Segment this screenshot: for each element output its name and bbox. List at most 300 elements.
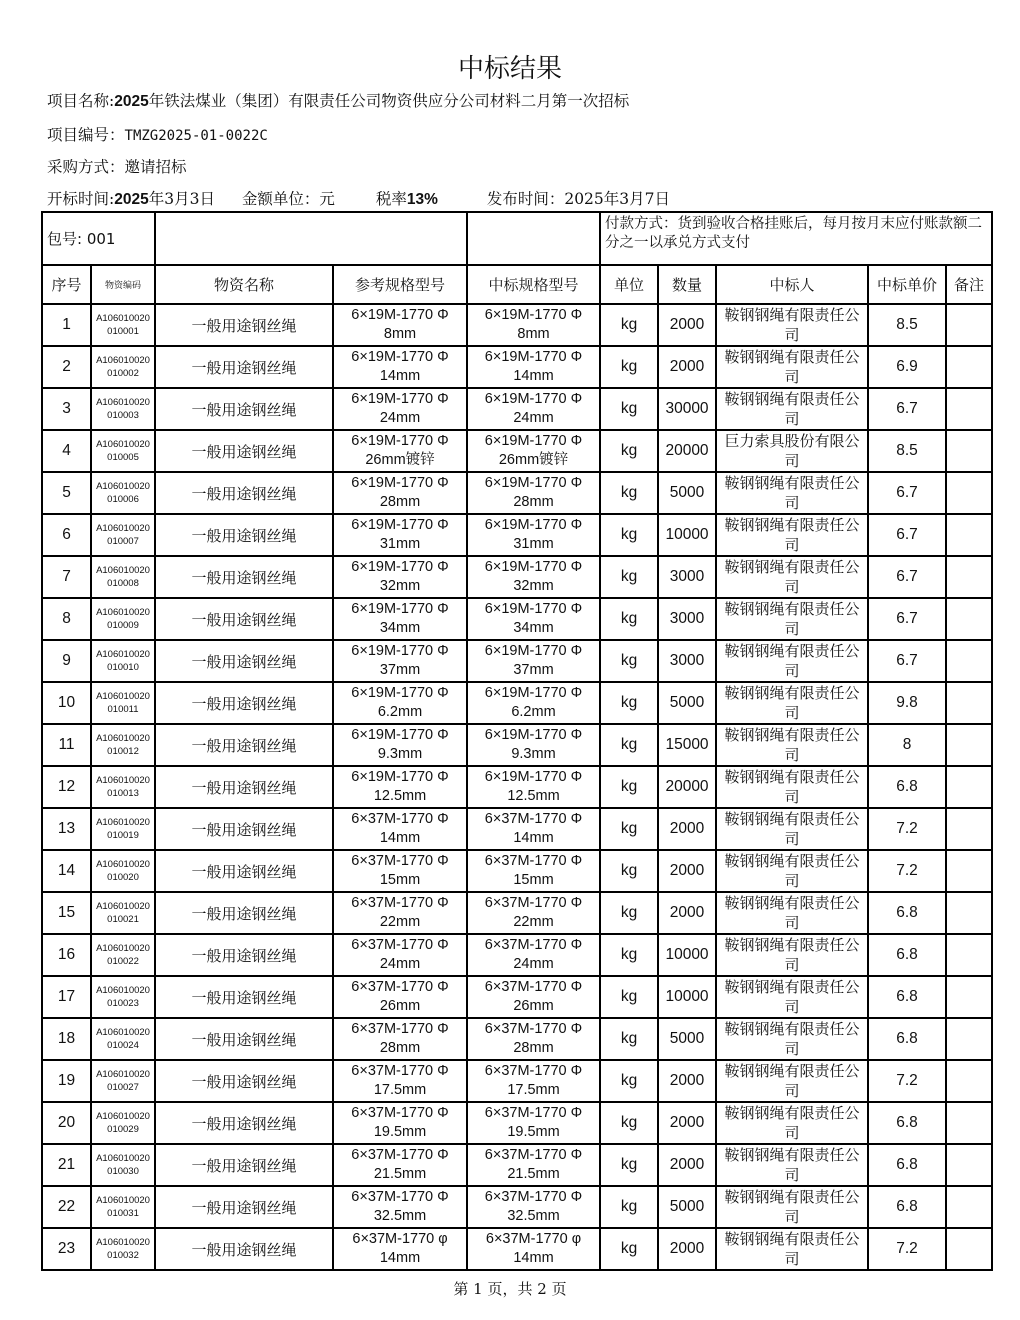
cell-unit: kg: [600, 682, 658, 724]
cell-ref-spec-line: 17.5mm: [373, 1082, 427, 1098]
table-row: [42, 1102, 992, 1144]
cell-winner: 鞍钢钢绳有限责任公司: [716, 808, 868, 850]
cell-ref-spec-line: 32mm: [379, 578, 421, 594]
cell-price: 7.2: [868, 808, 946, 850]
cell-winner: 鞍钢钢绳有限责任公司: [716, 892, 868, 934]
cell-unit: kg: [600, 304, 658, 346]
cell-code-line: 010024: [107, 1040, 139, 1051]
cell-ref-spec: [333, 682, 467, 724]
cell-ref-spec-line: 6×37M-1770 φ: [352, 1231, 448, 1247]
cell-code-line: A106010020: [96, 1153, 150, 1164]
cell-code-line: 010011: [107, 704, 139, 715]
table-row: [42, 388, 992, 430]
cell-code-line: 010032: [107, 1250, 139, 1261]
cell-name: 一般用途钢丝绳: [155, 472, 333, 514]
cell-winner: 鞍钢钢绳有限责任公司: [716, 682, 868, 724]
cell-win-spec-line: 24mm: [513, 410, 554, 426]
cell-unit: kg: [600, 514, 658, 556]
cell-code: [91, 430, 155, 472]
cell-ref-spec: [333, 724, 467, 766]
cell-unit: kg: [600, 598, 658, 640]
cell-unit: kg: [600, 1060, 658, 1102]
cell-seq: 4: [42, 430, 91, 472]
table-row: [42, 346, 992, 388]
cell-unit: kg: [600, 346, 658, 388]
table-row: [42, 514, 992, 556]
table-row: [42, 976, 992, 1018]
cell-code-line: 010027: [107, 1082, 139, 1093]
cell-seq: 22: [42, 1186, 91, 1228]
cell-seq: 9: [42, 640, 91, 682]
table-row: [42, 556, 992, 598]
cell-winner: 鞍钢钢绳有限责任公司: [716, 598, 868, 640]
cell-qty: 3000: [658, 598, 716, 640]
cell-seq: 14: [42, 850, 91, 892]
cell-code: [91, 472, 155, 514]
cell-win-spec-line: 6×19M-1770 Φ: [484, 307, 583, 323]
cell-win-spec-line: 6×37M-1770 φ: [485, 1231, 582, 1247]
cell-code: [91, 514, 155, 556]
cell-code: [91, 1018, 155, 1060]
cell-winner: 鞍钢钢绳有限责任公司: [716, 1228, 868, 1270]
cell-win-spec-line: 6.2mm: [511, 704, 556, 720]
cell-remark: [946, 556, 992, 598]
cell-code: [91, 1102, 155, 1144]
cell-seq: 1: [42, 304, 91, 346]
cell-name: 一般用途钢丝绳: [155, 808, 333, 850]
cell-code-line: 010012: [107, 746, 139, 757]
cell-code-line: A106010020: [96, 943, 150, 954]
cell-seq: 17: [42, 976, 91, 1018]
cell-code-line: A106010020: [96, 1237, 150, 1248]
cell-winner: 鞍钢钢绳有限责任公司: [716, 514, 868, 556]
cell-remark: [946, 346, 992, 388]
cell-seq: 12: [42, 766, 91, 808]
cell-remark: [946, 724, 992, 766]
package-number: 包号: 001: [42, 212, 155, 265]
cell-winner: 鞍钢钢绳有限责任公司: [716, 1102, 868, 1144]
cell-price: 8.5: [868, 430, 946, 472]
cell-ref-spec-line: 15mm: [379, 872, 421, 888]
cell-winner: 鞍钢钢绳有限责任公司: [716, 1018, 868, 1060]
cell-ref-spec: [333, 1102, 467, 1144]
cell-remark: [946, 1228, 992, 1270]
header-name: 物资名称: [155, 265, 333, 304]
table-row: [42, 1228, 992, 1270]
cell-name: 一般用途钢丝绳: [155, 430, 333, 472]
cell-code-line: A106010020: [96, 523, 150, 534]
cell-code-line: A106010020: [96, 775, 150, 786]
cell-unit: kg: [600, 1144, 658, 1186]
cell-win-spec: [467, 1228, 600, 1270]
cell-remark: [946, 934, 992, 976]
cell-name: 一般用途钢丝绳: [155, 598, 333, 640]
cell-code-line: A106010020: [96, 1195, 150, 1206]
cell-code-line: A106010020: [96, 649, 150, 660]
cell-code-line: 010029: [107, 1124, 139, 1135]
cell-winner: 鞍钢钢绳有限责任公司: [716, 556, 868, 598]
cell-code: [91, 682, 155, 724]
cell-qty: 2000: [658, 304, 716, 346]
cell-win-spec-line: 6×37M-1770 Φ: [484, 979, 583, 995]
table-row: [42, 808, 992, 850]
cell-price: 8: [868, 724, 946, 766]
cell-code-line: A106010020: [96, 1111, 150, 1122]
cell-win-spec: [467, 514, 600, 556]
cell-ref-spec-line: 28mm: [379, 494, 421, 510]
cell-seq: 8: [42, 598, 91, 640]
cell-ref-spec-line: 19.5mm: [373, 1124, 427, 1140]
cell-win-spec: [467, 808, 600, 850]
cell-win-spec: [467, 304, 600, 346]
cell-qty: 2000: [658, 850, 716, 892]
cell-win-spec: [467, 556, 600, 598]
project-name-line: [47, 89, 629, 111]
cell-win-spec-line: 22mm: [513, 914, 554, 930]
cell-code-line: A106010020: [96, 565, 150, 576]
cell-name: 一般用途钢丝绳: [155, 346, 333, 388]
cell-name: 一般用途钢丝绳: [155, 640, 333, 682]
cell-name: 一般用途钢丝绳: [155, 682, 333, 724]
cell-win-spec-line: 6×37M-1770 Φ: [484, 1189, 583, 1205]
cell-remark: [946, 1018, 992, 1060]
cell-ref-spec-line: 6×19M-1770 Φ: [351, 391, 449, 407]
cell-code: [91, 346, 155, 388]
cell-ref-spec-line: 6×37M-1770 Φ: [351, 979, 449, 995]
cell-remark: [946, 640, 992, 682]
cell-qty: 20000: [658, 430, 716, 472]
cell-code: [91, 976, 155, 1018]
cell-ref-spec: [333, 892, 467, 934]
cell-seq: 20: [42, 1102, 91, 1144]
table-row: [42, 682, 992, 724]
cell-remark: [946, 682, 992, 724]
cell-qty: 5000: [658, 1186, 716, 1228]
cell-code-line: 010019: [107, 830, 139, 841]
cell-win-spec: [467, 640, 600, 682]
cell-win-spec: [467, 892, 600, 934]
cell-ref-spec-line: 6×19M-1770 Φ: [351, 685, 449, 701]
cell-ref-spec-line: 24mm: [379, 956, 421, 972]
cell-name: 一般用途钢丝绳: [155, 304, 333, 346]
cell-code-line: 010007: [107, 536, 139, 547]
cell-winner: 鞍钢钢绳有限责任公司: [716, 304, 868, 346]
cell-qty: 15000: [658, 724, 716, 766]
cell-qty: 10000: [658, 934, 716, 976]
cell-win-spec-line: 31mm: [513, 536, 554, 552]
cell-seq: 6: [42, 514, 91, 556]
cell-price: 6.8: [868, 892, 946, 934]
cell-unit: kg: [600, 1186, 658, 1228]
cell-code-line: A106010020: [96, 481, 150, 492]
cell-unit: kg: [600, 976, 658, 1018]
cell-name: 一般用途钢丝绳: [155, 934, 333, 976]
cell-price: 6.9: [868, 346, 946, 388]
cell-seq: 11: [42, 724, 91, 766]
open-time-line: [47, 187, 670, 209]
cell-ref-spec-line: 6×19M-1770 Φ: [351, 349, 449, 365]
cell-win-spec-line: 6×37M-1770 Φ: [484, 937, 583, 953]
cell-remark: [946, 808, 992, 850]
cell-ref-spec-line: 8mm: [383, 326, 417, 342]
cell-code-line: 010021: [107, 914, 139, 925]
cell-win-spec-line: 12.5mm: [507, 788, 560, 804]
project-name-text: 年铁法煤业（集团）有限责任公司物资供应分公司材料二月第一次招标: [148, 92, 630, 110]
cell-win-spec-line: 6×19M-1770 Φ: [484, 643, 583, 659]
cell-ref-spec-line: 14mm: [379, 368, 421, 384]
cell-win-spec-line: 6×19M-1770 Φ: [484, 433, 583, 449]
cell-remark: [946, 1060, 992, 1102]
cell-win-spec: [467, 472, 600, 514]
cell-code-line: A106010020: [96, 607, 150, 618]
cell-winner: 鞍钢钢绳有限责任公司: [716, 850, 868, 892]
cell-winner: 鞍钢钢绳有限责任公司: [716, 976, 868, 1018]
cell-win-spec: [467, 1186, 600, 1228]
cell-code-line: A106010020: [96, 439, 150, 450]
table-row: [42, 640, 992, 682]
cell-price: 7.2: [868, 1060, 946, 1102]
cell-win-spec: [467, 346, 600, 388]
project-number-value: TMZG2025-01-0022C: [124, 128, 268, 144]
cell-win-spec-line: 14mm: [513, 368, 554, 384]
cell-unit: kg: [600, 934, 658, 976]
cell-code-line: A106010020: [96, 901, 150, 912]
table-row: [42, 850, 992, 892]
cell-win-spec: [467, 724, 600, 766]
cell-winner: 鞍钢钢绳有限责任公司: [716, 934, 868, 976]
cell-seq: 7: [42, 556, 91, 598]
table-row: [42, 472, 992, 514]
cell-code: [91, 934, 155, 976]
purchase-method: 采购方式：邀请招标: [47, 158, 187, 176]
cell-code-line: 010001: [107, 326, 139, 337]
table-row: [42, 934, 992, 976]
cell-remark: [946, 472, 992, 514]
cell-price: 6.8: [868, 1102, 946, 1144]
cell-win-spec: [467, 682, 600, 724]
table-row: [42, 1186, 992, 1228]
project-number-label: 项目编号：: [47, 126, 125, 144]
cell-win-spec: [467, 766, 600, 808]
cell-winner: 鞍钢钢绳有限责任公司: [716, 346, 868, 388]
cell-win-spec: [467, 1144, 600, 1186]
cell-name: 一般用途钢丝绳: [155, 556, 333, 598]
cell-name: 一般用途钢丝绳: [155, 1060, 333, 1102]
cell-qty: 20000: [658, 766, 716, 808]
cell-ref-spec: [333, 556, 467, 598]
cell-qty: 30000: [658, 388, 716, 430]
cell-win-spec-line: 26mm: [513, 998, 554, 1014]
cell-win-spec-line: 6×19M-1770 Φ: [484, 349, 583, 365]
cell-ref-spec-line: 21.5mm: [373, 1166, 427, 1182]
cell-win-spec: [467, 598, 600, 640]
table-row: [42, 1060, 992, 1102]
cell-name: 一般用途钢丝绳: [155, 766, 333, 808]
cell-ref-spec-line: 6×37M-1770 Φ: [351, 895, 449, 911]
package-blank-cell: [467, 212, 600, 265]
cell-win-spec-line: 32mm: [513, 578, 554, 594]
cell-win-spec: [467, 1060, 600, 1102]
project-name-label: 项目名称:: [47, 92, 115, 110]
cell-ref-spec-line: 6×37M-1770 Φ: [351, 1105, 449, 1121]
cell-ref-spec-line: 6×19M-1770 Φ: [351, 307, 449, 323]
cell-ref-spec-line: 14mm: [379, 1250, 421, 1266]
cell-price: 6.8: [868, 1144, 946, 1186]
cell-ref-spec-line: 6×37M-1770 Φ: [351, 853, 449, 869]
cell-price: 9.8: [868, 682, 946, 724]
cell-ref-spec: [333, 430, 467, 472]
cell-seq: 21: [42, 1144, 91, 1186]
cell-code-line: 010020: [107, 872, 139, 883]
cell-code: [91, 556, 155, 598]
cell-win-spec-line: 15mm: [513, 872, 554, 888]
cell-remark: [946, 850, 992, 892]
cell-unit: kg: [600, 640, 658, 682]
table-row: [42, 430, 992, 472]
cell-ref-spec-line: 6×19M-1770 Φ: [351, 559, 449, 575]
cell-ref-spec-line: 31mm: [379, 536, 421, 552]
cell-ref-spec: [333, 346, 467, 388]
cell-qty: 2000: [658, 346, 716, 388]
cell-winner: 鞍钢钢绳有限责任公司: [716, 724, 868, 766]
cell-name: 一般用途钢丝绳: [155, 1144, 333, 1186]
cell-code-line: A106010020: [96, 313, 150, 324]
cell-ref-spec: [333, 1018, 467, 1060]
cell-price: 6.8: [868, 766, 946, 808]
cell-win-spec-line: 6×37M-1770 Φ: [484, 1147, 583, 1163]
cell-code: [91, 388, 155, 430]
cell-win-spec: [467, 1018, 600, 1060]
cell-unit: kg: [600, 892, 658, 934]
cell-ref-spec-line: 6×37M-1770 Φ: [351, 937, 449, 953]
cell-ref-spec-line: 6×19M-1770 Φ: [351, 769, 449, 785]
cell-unit: kg: [600, 1228, 658, 1270]
cell-name: 一般用途钢丝绳: [155, 976, 333, 1018]
cell-qty: 5000: [658, 472, 716, 514]
cell-ref-spec-line: 6.2mm: [377, 704, 423, 720]
cell-ref-spec-line: 6×19M-1770 Φ: [351, 475, 449, 491]
cell-win-spec-line: 8mm: [517, 326, 550, 342]
cell-unit: kg: [600, 808, 658, 850]
tax-rate-label: 税率: [375, 190, 407, 208]
header-qty: 数量: [658, 265, 716, 304]
cell-ref-spec: [333, 850, 467, 892]
cell-price: 6.7: [868, 598, 946, 640]
cell-code-line: A106010020: [96, 817, 150, 828]
cell-qty: 10000: [658, 514, 716, 556]
cell-code: [91, 304, 155, 346]
cell-remark: [946, 598, 992, 640]
table-row: [42, 766, 992, 808]
cell-ref-spec: [333, 1186, 467, 1228]
cell-name: 一般用途钢丝绳: [155, 1102, 333, 1144]
cell-win-spec-line: 28mm: [513, 494, 554, 510]
cell-ref-spec-line: 6×19M-1770 Φ: [351, 517, 449, 533]
project-name-year: 2025: [114, 93, 149, 110]
cell-code-line: A106010020: [96, 691, 150, 702]
cell-ref-spec-line: 28mm: [379, 1040, 421, 1056]
cell-qty: 3000: [658, 556, 716, 598]
cell-qty: 2000: [658, 1060, 716, 1102]
cell-win-spec-line: 6×37M-1770 Φ: [484, 1021, 583, 1037]
cell-ref-spec-line: 24mm: [379, 410, 421, 426]
cell-price: 6.8: [868, 1018, 946, 1060]
cell-ref-spec: [333, 1228, 467, 1270]
cell-win-spec: [467, 388, 600, 430]
cell-name: 一般用途钢丝绳: [155, 892, 333, 934]
cell-unit: kg: [600, 388, 658, 430]
cell-name: 一般用途钢丝绳: [155, 1228, 333, 1270]
header-code: 物资编码: [91, 265, 155, 304]
package-blank-cell: [155, 212, 467, 265]
cell-name: 一般用途钢丝绳: [155, 1186, 333, 1228]
cell-code-line: A106010020: [96, 985, 150, 996]
cell-name: 一般用途钢丝绳: [155, 724, 333, 766]
cell-ref-spec: [333, 514, 467, 556]
cell-code-line: 010023: [107, 998, 139, 1009]
cell-win-spec-line: 6×19M-1770 Φ: [484, 559, 583, 575]
cell-seq: 18: [42, 1018, 91, 1060]
cell-code-line: A106010020: [96, 1027, 150, 1038]
cell-ref-spec-line: 6×37M-1770 Φ: [351, 1147, 449, 1163]
cell-win-spec: [467, 430, 600, 472]
cell-price: 6.7: [868, 472, 946, 514]
cell-win-spec-line: 6×37M-1770 Φ: [484, 1063, 583, 1079]
cell-unit: kg: [600, 430, 658, 472]
cell-win-spec-line: 6×37M-1770 Φ: [484, 853, 583, 869]
cell-code-line: A106010020: [96, 733, 150, 744]
cell-win-spec-line: 32.5mm: [507, 1208, 560, 1224]
cell-unit: kg: [600, 1018, 658, 1060]
cell-win-spec-line: 26mm镀锌: [498, 452, 569, 468]
cell-code-line: 010010: [107, 662, 139, 673]
cell-win-spec-line: 19.5mm: [507, 1124, 560, 1140]
cell-win-spec-line: 6×19M-1770 Φ: [484, 517, 583, 533]
cell-code: [91, 1186, 155, 1228]
cell-code-line: A106010020: [96, 1069, 150, 1080]
cell-remark: [946, 388, 992, 430]
header-ref-spec: 参考规格型号: [333, 265, 467, 304]
cell-ref-spec-line: 34mm: [379, 620, 421, 636]
cell-winner: 鞍钢钢绳有限责任公司: [716, 388, 868, 430]
table-row: [42, 304, 992, 346]
cell-remark: [946, 430, 992, 472]
header-seq: 序号: [42, 265, 91, 304]
cell-seq: 3: [42, 388, 91, 430]
cell-winner: 鞍钢钢绳有限责任公司: [716, 640, 868, 682]
header-price: 中标单价: [868, 265, 946, 304]
cell-price: 8.5: [868, 304, 946, 346]
currency-unit: 金额单位：元: [241, 190, 335, 208]
project-number-line: [47, 123, 268, 145]
cell-win-spec-line: 17.5mm: [507, 1082, 560, 1098]
cell-code: [91, 1144, 155, 1186]
cell-price: 6.7: [868, 388, 946, 430]
cell-code-line: A106010020: [96, 859, 150, 870]
cell-remark: [946, 892, 992, 934]
cell-remark: [946, 766, 992, 808]
cell-ref-spec-line: 26mm镀锌: [365, 452, 435, 468]
cell-ref-spec-line: 6×37M-1770 Φ: [351, 1063, 449, 1079]
cell-code: [91, 724, 155, 766]
cell-win-spec-line: 14mm: [513, 1250, 554, 1266]
cell-win-spec-line: 14mm: [513, 830, 554, 846]
cell-remark: [946, 1186, 992, 1228]
cell-unit: kg: [600, 766, 658, 808]
open-time-date: 年3月3日: [148, 190, 215, 208]
cell-ref-spec-line: 32.5mm: [373, 1208, 427, 1224]
cell-qty: 2000: [658, 1144, 716, 1186]
